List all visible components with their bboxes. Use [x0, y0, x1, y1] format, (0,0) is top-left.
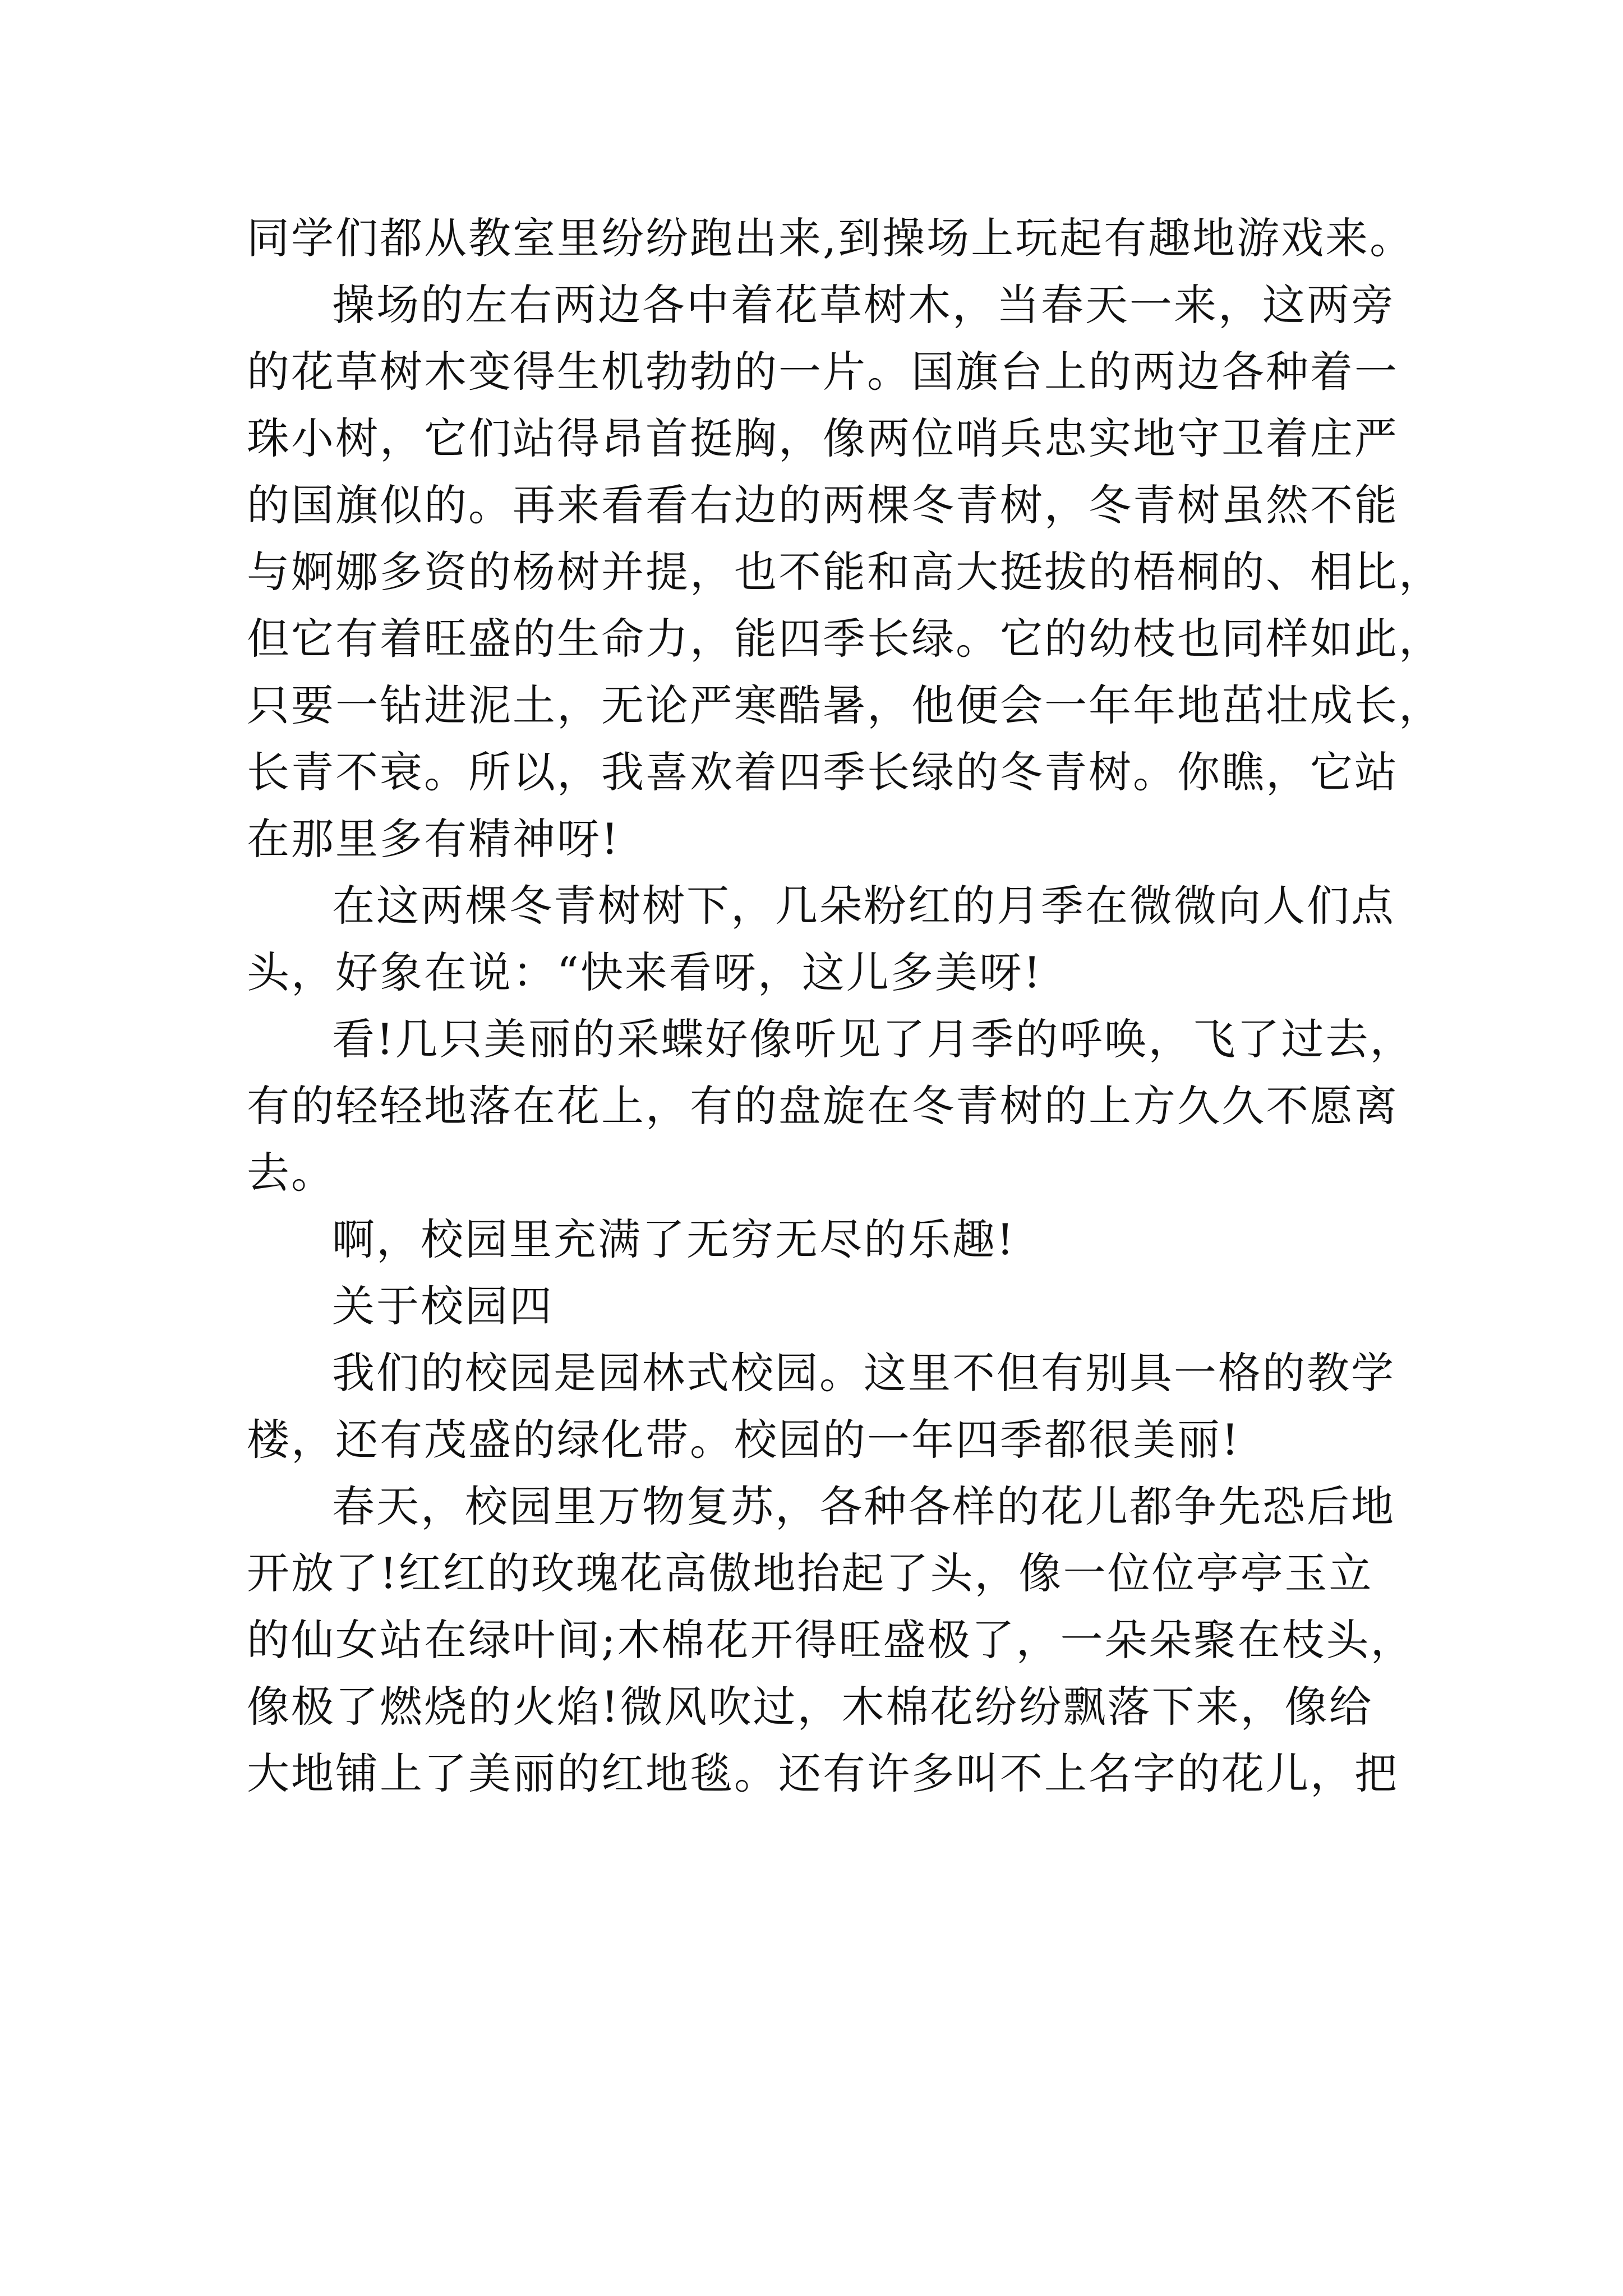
text-line: 大地铺上了美丽的红地毯。还有许多叫不上名字的花儿，把 — [247, 1749, 1399, 1798]
text-line: 关于校园四 — [332, 1281, 554, 1331]
text-line: 啊，校园里充满了无穷无尽的乐趣! — [332, 1214, 1016, 1264]
text-line: 的仙女站在绿叶间;木棉花开得旺盛极了，一朵朵聚在枝头， — [247, 1615, 1415, 1665]
body-text — [247, 205, 1443, 1807]
text-line: 的花草树木变得生机勃勃的一片。国旗台上的两边各种着一 — [247, 347, 1399, 397]
text-line: 长青不衰。所以，我喜欢着四季长绿的冬青树。你瞧，它站 — [247, 747, 1399, 797]
text-line: 的国旗似的。再来看看右边的两棵冬青树，冬青树虽然不能 — [247, 480, 1399, 530]
text-line: 看!几只美丽的采蝶好像听见了月季的呼唤，飞了过去， — [332, 1014, 1414, 1064]
text-line: 操场的左右两边各中着花草树木，当春天一来，这两旁 — [332, 280, 1395, 330]
text-line: 去。 — [247, 1148, 335, 1198]
text-line: 春天，校园里万物复苏，各种各样的花儿都争先恐后地 — [332, 1481, 1395, 1531]
text-line: 但它有着旺盛的生命力，能四季长绿。它的幼枝也同样如此， — [247, 614, 1443, 664]
text-line: 像极了燃烧的火焰!微风吹过，木棉花纷纷飘落下来，像给 — [247, 1682, 1373, 1732]
text-line: 楼，还有茂盛的绿化带。校园的一年四季都很美丽! — [247, 1415, 1241, 1465]
text-line: 开放了!红红的玫瑰花高傲地抬起了头，像一位位亭亭玉立 — [247, 1548, 1373, 1598]
text-line: 我们的校园是园林式校园。这里不但有别具一格的教学 — [332, 1348, 1395, 1398]
text-line: 在这两棵冬青树树下，几朵粉红的月季在微微向人们点 — [332, 881, 1395, 931]
text-line: 有的轻轻地落在花上，有的盘旋在冬青树的上方久久不愿离 — [247, 1081, 1399, 1131]
text-line: 同学们都从教室里纷纷跑出来,到操场上玩起有趣地游戏来。 — [247, 213, 1414, 263]
text-line: 在那里多有精神呀! — [247, 814, 620, 864]
text-line: 头，好象在说：“快来看呀，这儿多美呀! — [247, 947, 1043, 997]
text-line: 与婀娜多资的杨树并提，也不能和高大挺拔的梧桐的、相比， — [247, 547, 1443, 597]
text-line: 只要一钻进泥土，无论严寒酷暑，他便会一年年地茁壮成长， — [247, 680, 1443, 730]
text-line: 珠小树，它们站得昂首挺胸，像两位哨兵忠实地守卫着庄严 — [247, 413, 1399, 463]
